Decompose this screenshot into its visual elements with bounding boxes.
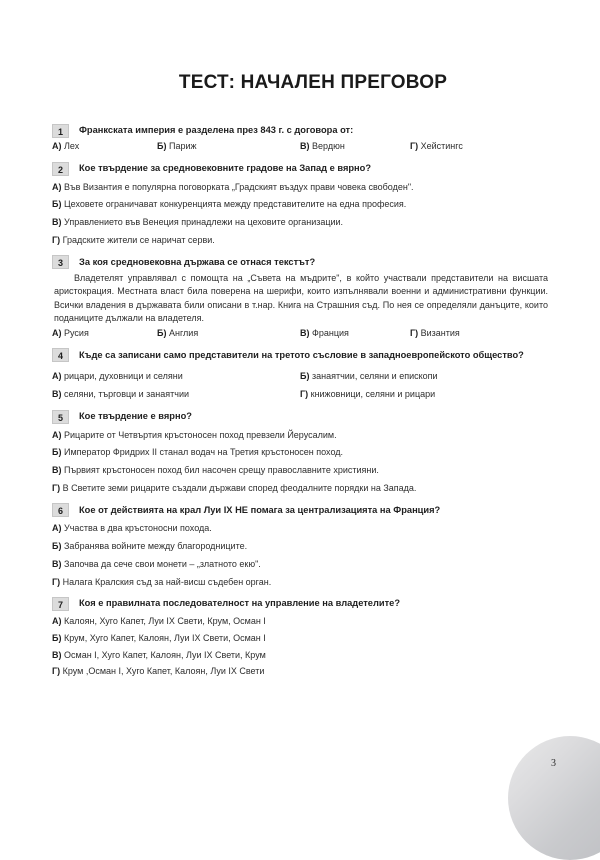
option-letter: Б)	[52, 541, 62, 552]
option-letter: Г)	[52, 482, 61, 493]
question-header	[52, 503, 548, 517]
question-text: Франкската империя е разделена през 843 г. с договора от:	[79, 125, 354, 136]
option-letter: В)	[52, 465, 62, 476]
option-letter: Г)	[300, 389, 309, 399]
answer-option[interactable]	[52, 199, 548, 211]
option-text: книжовници, селяни и рицари	[310, 389, 436, 399]
option-letter: В)	[52, 558, 62, 569]
questions-container	[52, 124, 548, 687]
answer-option[interactable]	[52, 577, 548, 589]
option-letter: Г)	[52, 576, 61, 587]
question-number-badge: 5	[52, 410, 69, 424]
answer-option[interactable]	[52, 182, 548, 194]
option-text: Лех	[64, 141, 80, 151]
option-letter: В)	[52, 649, 62, 660]
answer-option[interactable]	[52, 666, 548, 678]
option-text: Започва да сече свои монети – „златното екю".	[64, 558, 261, 569]
answer-option[interactable]	[52, 447, 548, 459]
answer-option[interactable]	[300, 371, 548, 383]
option-letter: В)	[300, 141, 310, 151]
answer-options	[52, 616, 548, 678]
answer-option[interactable]	[300, 141, 410, 153]
answer-option[interactable]	[52, 389, 300, 401]
answer-option[interactable]	[52, 235, 548, 247]
option-text: Калоян, Хуго Капет, Луи IX Свети, Крум, Осман I	[64, 616, 266, 627]
answer-option[interactable]	[410, 328, 460, 340]
option-text: Крум ,Осман I, Хуго Капет, Калоян, Луи IX Свети	[62, 666, 265, 677]
answer-options	[52, 141, 548, 153]
option-letter: Б)	[157, 141, 167, 151]
answer-option[interactable]	[52, 465, 548, 477]
option-letter: А)	[52, 181, 62, 192]
option-text: Участва в два кръстоносни похода.	[64, 523, 212, 534]
answer-option[interactable]	[52, 523, 548, 535]
answer-option[interactable]	[300, 389, 548, 401]
option-letter: А)	[52, 141, 62, 151]
option-text: Византия	[420, 327, 460, 338]
option-letter: Б)	[52, 447, 62, 458]
option-text: Налага Кралския съд за най-висш съдебен орган.	[62, 576, 272, 587]
question-header	[52, 597, 548, 611]
question-1	[52, 124, 548, 153]
question-header	[52, 162, 548, 176]
answer-option[interactable]	[52, 328, 157, 340]
question-6	[52, 503, 548, 588]
option-letter: А)	[52, 429, 62, 440]
option-letter: А)	[52, 327, 62, 338]
option-letter: В)	[52, 217, 62, 228]
answer-option[interactable]	[52, 217, 548, 229]
answer-option[interactable]	[157, 328, 300, 340]
page-title: ТЕСТ: НАЧАЛЕН ПРЕГОВОР	[178, 72, 448, 93]
option-text: Управлението във Венеция принадлежи на цеховите организации.	[64, 217, 344, 228]
answer-option[interactable]	[52, 371, 300, 383]
option-letter: Б)	[157, 327, 167, 338]
option-letter: Г)	[410, 327, 419, 338]
option-text: селяни, търговци и занаятчии	[64, 389, 190, 399]
option-letter: Б)	[52, 199, 62, 210]
answer-options	[52, 328, 548, 340]
option-text: Забранява войните между благородниците.	[63, 541, 248, 552]
question-number-badge: 1	[52, 124, 69, 138]
option-text: Вердюн	[312, 141, 345, 151]
answer-options	[52, 365, 548, 400]
question-number-badge: 7	[52, 597, 69, 611]
answer-option[interactable]	[52, 616, 548, 628]
option-letter: Г)	[410, 141, 419, 151]
option-text: занаятчии, селяни и епископи	[311, 371, 438, 382]
option-text: Първият кръстоносен поход бил насочен срещу православните християни.	[64, 465, 379, 476]
question-header	[52, 255, 548, 269]
question-text: Кое твърдение за средновековните градове на Запад е вярно?	[79, 162, 372, 173]
option-text: В Светите земи рицарите създали държави според феодалните порядки на Запада.	[62, 482, 417, 493]
question-2	[52, 162, 548, 247]
answer-option[interactable]	[52, 430, 548, 442]
option-text: Париж	[168, 141, 197, 151]
option-text: Крум, Хуго Капет, Калоян, Луи IX Свети, Осман I	[63, 632, 266, 643]
option-text: Император Фридрих II станал водач на Третия кръстоносен поход.	[63, 447, 344, 458]
answer-option[interactable]	[300, 328, 410, 340]
question-text: Къде са записани само представители на третото съсловие в западноевропейското общество?	[79, 349, 524, 360]
option-letter: В)	[52, 389, 62, 399]
answer-option[interactable]	[52, 633, 548, 645]
option-text: Във Византия е популярна поговорката „Градският въздух прави човека свободен".	[64, 181, 414, 192]
answer-options	[52, 523, 548, 588]
question-4	[52, 348, 548, 400]
answer-option[interactable]	[52, 650, 548, 662]
option-text: Рицарите от Четвъртия кръстоносен поход превзели Йерусалим.	[64, 429, 337, 440]
option-text: рицари, духовници и селяни	[64, 371, 183, 382]
option-text: Русия	[64, 327, 89, 338]
option-text: Градските жители се наричат серви.	[62, 234, 215, 245]
option-letter: А)	[52, 616, 62, 627]
question-7	[52, 597, 548, 678]
question-number-badge: 6	[52, 503, 69, 517]
option-letter: Б)	[300, 371, 310, 382]
option-text: Осман I, Хуго Капет, Калоян, Луи IX Свети, Крум	[64, 649, 266, 660]
question-header	[52, 410, 548, 424]
answer-option[interactable]	[52, 141, 157, 153]
page-number: 3	[551, 758, 556, 769]
option-letter: Г)	[52, 234, 61, 245]
question-number-badge: 2	[52, 162, 69, 176]
question-text: Кое от действията на крал Луи IX НЕ помага за централизацията на Франция?	[79, 504, 441, 515]
answer-option[interactable]	[157, 141, 300, 153]
question-passage: Владетелят управлявал с помощта на „Съвета на мъдрите", в който участвали представители на висшата аристокрация. Местната власт била поверена на шерифи, които изпълнявали военни и административни функции. Всички владения в държавата били описани в т.нар. Книга на Страшния съд. По нея се определяли данъците, които поданиците дължали на владетеля.	[54, 273, 548, 323]
option-text: Цеховете ограничават конкуренцията между представителите на една професия.	[63, 199, 407, 210]
option-letter: Г)	[52, 666, 61, 677]
answer-options	[52, 430, 548, 495]
answer-option[interactable]	[52, 483, 548, 495]
option-text: Хейстингс	[420, 141, 463, 151]
answer-option[interactable]	[52, 559, 548, 571]
question-text: За коя средновековна държава се отнася текстът?	[79, 256, 316, 267]
question-number-badge: 4	[52, 348, 69, 362]
option-text: Франция	[312, 327, 349, 338]
question-text: Кое твърдение е вярно?	[79, 410, 192, 421]
option-text: Англия	[168, 327, 199, 338]
question-5	[52, 410, 548, 495]
page-corner-decoration	[508, 736, 600, 860]
question-text: Коя е правилната последователност на управление на владетелите?	[79, 598, 401, 609]
question-number-badge: 3	[52, 255, 69, 269]
answer-option[interactable]	[52, 541, 548, 553]
question-header	[52, 348, 548, 362]
option-letter: А)	[52, 371, 62, 382]
option-letter: Б)	[52, 632, 62, 643]
answer-option[interactable]	[410, 141, 463, 153]
question-3	[52, 255, 548, 339]
option-letter: В)	[300, 327, 310, 338]
question-header	[52, 124, 548, 138]
option-letter: А)	[52, 523, 62, 534]
answer-options	[52, 182, 548, 247]
